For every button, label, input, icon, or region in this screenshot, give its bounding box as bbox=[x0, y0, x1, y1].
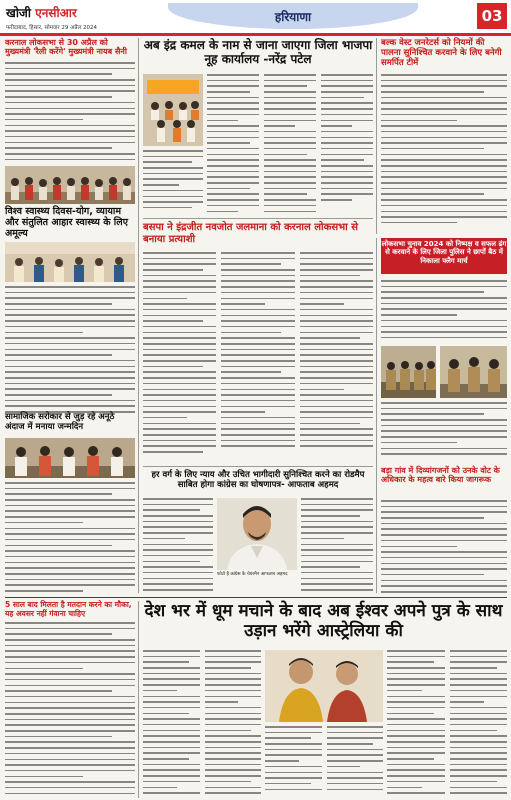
column-divider bbox=[376, 238, 377, 593]
date-line: फरीदाबाद, हिसार, सोमवार 29 अप्रैल 2024 bbox=[6, 25, 97, 31]
health-headline: विश्व स्वास्थ्य दिवस-योग, व्यायाम और संतुलित आहार स्वास्थ्य के लिए अमूल्य bbox=[5, 206, 128, 240]
social-headline: सामाजिक सरोकार से जुड़ रहे अनूठे अंदाज में मनाया जन्मदिन bbox=[5, 412, 115, 433]
birthday-photo bbox=[5, 438, 135, 478]
masthead bbox=[0, 0, 511, 36]
portrait-caption: फोटो है कांग्रेस के चेयरमैन आफताब अहमद bbox=[217, 572, 288, 577]
divider bbox=[143, 218, 373, 219]
congress-body-left bbox=[143, 498, 213, 593]
social-body bbox=[5, 482, 135, 592]
right-top-headline: बल्क वेस्ट जनरेटर्स को नियमों की पालना सुनिश्चित करवाने के लिए बनेगी समर्पित टीमें bbox=[381, 38, 502, 69]
police-photo bbox=[440, 346, 507, 398]
health-body bbox=[5, 286, 135, 414]
school-body bbox=[5, 622, 135, 798]
australia-headline: देश भर में धूम मचाने के बाद अब ईश्वर अपने पुत्र के साथ उड़ान भरेंगे आस्ट्रेलिया की bbox=[144, 601, 503, 642]
election-body-bottom bbox=[381, 402, 507, 462]
congress-headline: हर वर्ग के लिए न्याय और उचित भागीदारी सुनिश्चित करने का रोडमैप साबित होगा कांग्रेस का घोषणापत्र- आफताब अहमद bbox=[151, 470, 365, 491]
section-badge bbox=[168, 3, 418, 29]
main-body-left bbox=[143, 150, 203, 216]
main-body bbox=[207, 74, 373, 216]
australia-body-1 bbox=[143, 650, 261, 798]
australia-body-3 bbox=[387, 650, 507, 798]
singers-photo bbox=[265, 650, 383, 722]
election-body-top bbox=[381, 280, 507, 344]
brand-name: खोजी एनसीआर bbox=[6, 6, 77, 20]
page-number: 03 bbox=[477, 3, 507, 29]
congress-body-right bbox=[301, 498, 373, 593]
australia-body-2 bbox=[265, 726, 383, 798]
school-photo bbox=[5, 242, 135, 282]
divyang-headline: बड़ा गांव में दिव्यांगजनों को उनके वोट के अधिकार के महत्व बारे किया जागरूक bbox=[381, 466, 500, 485]
crowd-photo bbox=[5, 166, 135, 204]
manohar-headline: करनाल लोकसभा से 30 अप्रैल को मुख्यमंत्री 'रैली करेंगे' मुख्यमंत्री नायब सैनी bbox=[5, 38, 127, 57]
portrait-photo bbox=[217, 498, 297, 570]
divyang-body bbox=[381, 500, 507, 593]
manohar-body bbox=[5, 62, 135, 164]
section-title: हरियाणा bbox=[274, 10, 312, 24]
bsp-headline: बसपा ने इंद्रजीत नवजोत जलमाना को करनाल लोकसभा से बनाया प्रत्याशी bbox=[143, 222, 358, 245]
right-top-body bbox=[381, 74, 507, 234]
divider bbox=[5, 597, 507, 598]
main-headline: अब इंद्र कमल के नाम से जाना जाएगा जिला भाजपा नूह कार्यालय -नरेंद्र पटेल bbox=[143, 38, 373, 67]
divider bbox=[143, 466, 373, 467]
column-divider bbox=[138, 38, 139, 593]
column-divider bbox=[376, 38, 377, 234]
election-banner: लोकसभा चुनाव 2024 को निष्पक्ष व सफल ढंग से करवाने के लिए जिला पुलिस ने छापों बैठ में निकाला फ्लैग मार्च bbox=[381, 238, 507, 274]
text-column bbox=[5, 62, 135, 164]
meeting-photo bbox=[143, 74, 203, 146]
bsp-body bbox=[143, 252, 373, 464]
march-photo bbox=[381, 346, 436, 398]
school-headline: 5 साल बाद मिलता है मतदान करने का मौका, यह अवसर नहीं गंवाना चाहिए bbox=[5, 600, 132, 618]
column-divider bbox=[138, 601, 139, 798]
